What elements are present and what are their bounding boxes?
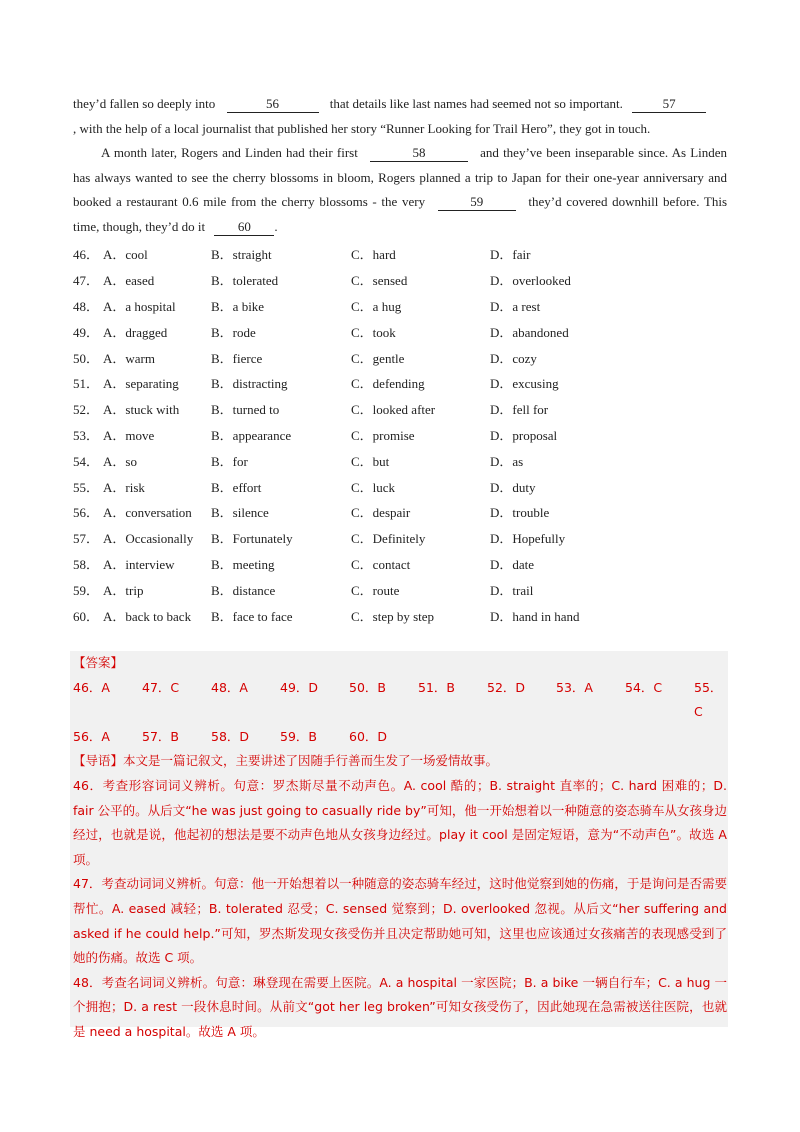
blank-57: 57 (632, 96, 706, 113)
option-row: 47． A．eased B．tolerated C．sensed D．overlooked (73, 273, 571, 289)
explanation-47: 47．考查动词词义辨析。句意：他一开始想着以一种随意的姿态骑车经过，这时他觉察到她的伤痛，于是询问是否需要帮忙。A. eased 减轻；B. tolerated 忍受；C. sensed 觉察到；D. overlooked 忽视。从后文“her suffering and asked if he could help.”可知，罗杰斯发现女孩受伤并且决定帮助她可知，这里也应该通过女孩痛苦的表现感受到了她的伤痛。故选 C 项。 (73, 876, 727, 966)
option-row: 51． A．separating B．distracting C．defending D．excusing (73, 376, 559, 392)
blank-56: 56 (227, 96, 319, 113)
answer-section (70, 651, 728, 1039)
option-row: 50． A．warm B．fierce C．gentle D．cozy (73, 350, 537, 366)
answer-heading: 【答案】 (73, 655, 124, 670)
option-row: 57． A．Occasionally B．Fortunately C．Definitely D．Hopefully (73, 531, 566, 547)
option-row: 53． A．move B．appearance C．promise D．proposal (73, 427, 558, 443)
explanation-46: 46．考查形容词词义辨析。句意：罗杰斯尽量不动声色。A. cool 酷的；B. straight 直率的；C. hard 困难的；D. fair 公平的。从后文“he was just going to casually ride by”可知，他一开始想着以一种随意的姿态骑车从女孩身边经过，也就是说，他起初的想法是要不动声色地从女孩身边经过。play it cool 是固定短语，意为“不动声色”。故选 A 项。 (73, 777, 727, 867)
option-row: 52． A．stuck with B．turned to C．looked after D．fell for (73, 402, 549, 418)
option-row: 59． A．trip B．distance C．route D．trail (73, 582, 534, 598)
passage-paragraph-2: A month later, Rogers and Linden had their first 58 and they’ve been inseparable since. As Linden has always wanted to see the cherry blossoms in bloom, Rogers planned a trip to Japan for their one-year anniversary and booked a restaurant 0.6 mile from the cherry blossoms - the very 59 they’d covered downhill before. This time, though, they’d do it 60 . (73, 145, 728, 234)
option-row: 60． A．back to back B．face to face C．step by step D．hand in hand (73, 608, 580, 624)
blank-59: 59 (438, 194, 516, 211)
passage-text: they’d fallen so deeply into (73, 96, 216, 111)
blank-58: 58 (370, 145, 468, 162)
passage-paragraph-1 (73, 92, 727, 141)
option-row: 58． A．interview B．meeting C．contact D．date (73, 556, 535, 572)
option-row: 48． A．a hospital B．a bike C．a hug D．a rest (73, 298, 541, 314)
passage-text: A month later, Rogers and Linden had their first (101, 145, 358, 160)
option-row: 49． A．dragged B．rode C．took D．abandoned (73, 324, 569, 340)
option-row: 54． A．so B．for C．but D．as (73, 453, 524, 469)
passage-text: , with the help of a local journalist that published her story “Runner Looking for Trail Hero”, they got in touch. (73, 120, 651, 136)
passage-text: they’d covered downhill before. This time, though, they’d do it (73, 194, 727, 234)
answer-key-row-2: 56．A 57．B 58．D 59．B 60．D (73, 728, 388, 744)
options-list (73, 241, 650, 628)
passage-text: and they’ve been inseparable since. As Linden has always wanted to see the cherry blossoms in bloom, Rogers planned a trip to Japan for their one-year anniversary and booked a restaurant 0.6 mile from the cherry blossoms - the very (73, 145, 728, 210)
option-row: 56． A．conversation B．silence C．despair D．trouble (73, 505, 550, 521)
option-row: 55． A．risk B．effort C．luck D．duty (73, 479, 536, 495)
explanation-48: 48．考查名词词义辨析。句意：琳登现在需要上医院。A. a hospital 一家医院；B. a bike 一辆自行车；C. a hug 一个拥抱；D. a rest 一段休息时间。从前文“got her leg broken”可知女孩受伤了，因此她现在急需被送往医院，也就是 need a hospital。故选 A 项。 (73, 974, 727, 1039)
option-row: 46． A．cool B．straight C．hard D．fair (73, 247, 531, 263)
answer-key-row-1: 46．A 47．C 48．A 49．D 50．B 51．B 52．D 53．A 54．C 55．C (73, 679, 723, 720)
passage-text: that details like last names had seemed not so important. (329, 96, 623, 111)
guide-text: 【导语】本文是一篇记叙文，主要讲述了因随手行善而生发了一场爱情故事。 (73, 753, 499, 769)
blank-60: 60 (214, 219, 274, 236)
